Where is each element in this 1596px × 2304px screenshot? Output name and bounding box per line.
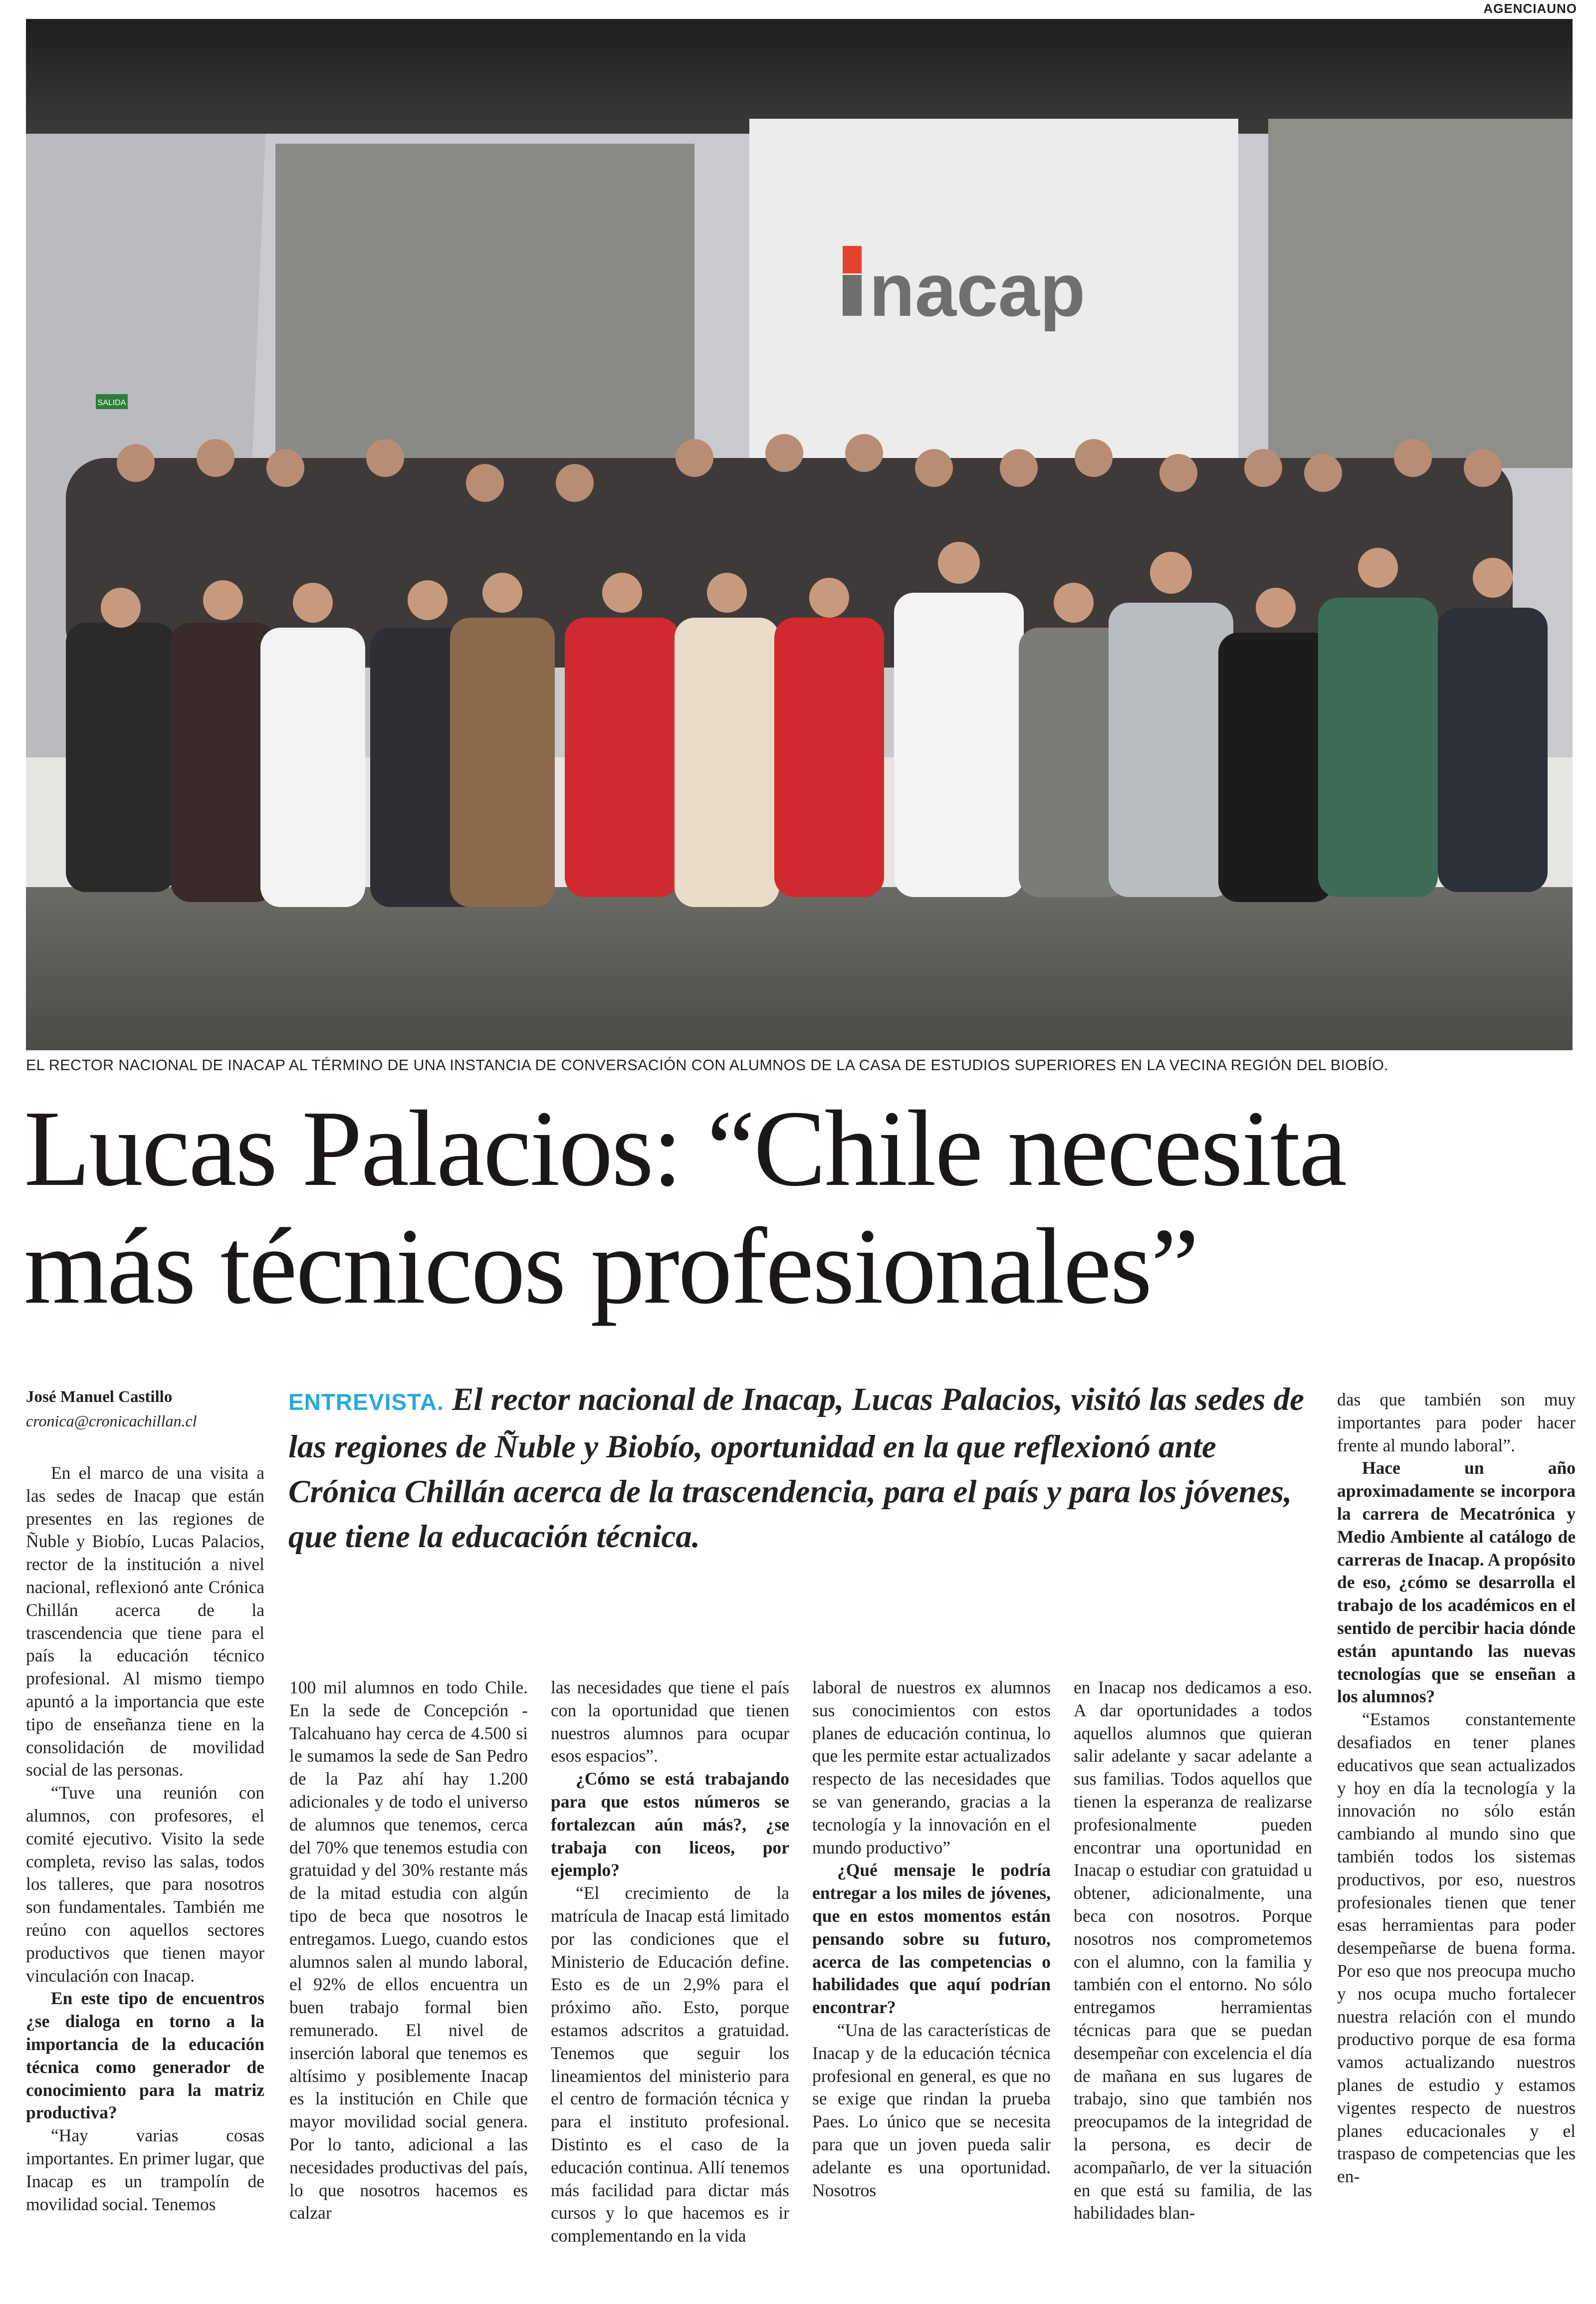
article-paragraph: das que también son muy importantes para poder hacer frente al mundo laboral”.	[1337, 1389, 1576, 1455]
article-column-6	[1337, 1388, 1576, 2291]
headline	[24, 1090, 1581, 1326]
section-tag: ENTREVISTA.	[288, 1389, 444, 1415]
article-column-4	[812, 1676, 1051, 2290]
lead-paragraph	[288, 1377, 1316, 1559]
article-paragraph: “El crecimiento de la matrícula de Inacap está limitado por las condiciones que el Ministerio de Educación define. Esto es de un 2,9% para el próximo año. Esto, porque estamos adscritos a gratuidad. Tenemos que seguir los lineamientos del ministerio para el centro de formación técnica y para el instituto profesional. Distinto es el caso de la educación continua. Allí tenemos más facilidad para dictar más cursos y lo que hacemos es ir complementando en la vida	[551, 1883, 789, 2246]
author-name: José Manuel Castillo	[26, 1388, 173, 1406]
article-paragraph: laboral de nuestros ex alumnos sus conocimientos con estos planes de educación continua, lo que les permite estar actualizados respecto de las necesidades que se van generando, gracias a la tecnología y la innovación en el mundo productivo”	[812, 1677, 1051, 1857]
group-photo	[26, 19, 1573, 1050]
photo-caption: EL RECTOR NACIONAL DE INACAP AL TÉRMINO DE UNA INSTANCIA DE CONVERSACIÓN CON ALUMNOS DE LA CASA DE ESTUDIOS SUPERIORES EN LA VECINA REGIÓN DEL BIOBÍO.	[26, 1057, 1389, 1074]
screen-logo	[843, 246, 1086, 332]
headline-line-2: más técnicos profesionales”	[24, 1206, 1198, 1327]
group-photo-illustration	[26, 19, 1573, 1050]
article-paragraph: “Tuve una reunión con alumnos, con profesores, el comité ejecutivo. Visito la sede completa, reviso las salas, todos los talleres, que para nosotros son fundamentales. También me reúno con aquellos sectores productivos que tienen mayor vinculación con Inacap.	[26, 1783, 264, 1986]
article-paragraph: “Una de las características de Inacap y de la educación técnica profesional en general, es que no se exige que rindan la prueba Paes. Lo único que se necesita para que un joven pueda salir adelante es una oportunidad. Nosotros	[812, 2020, 1051, 2200]
interview-question: Hace un año aproximadamente se incorpora la carrera de Mecatrónica y Medio Ambiente al catálogo de carreras de Inacap. A propósito de eso, ¿cómo se desarrolla el trabajo de los académicos en el sentido de percibir hacia dónde están apuntando las nuevas tecnologías que se enseñan a los alumnos?	[1337, 1458, 1576, 1707]
article-paragraph: en Inacap nos dedicamos a eso. A dar oportunidades a todos aquellos alumnos que quieran salir adelante y sacar adelante a sus familias. Todos aquellos que tienen la esperanza de realizarse profesionalmente pueden encontrar una oportunidad en Inacap o estudiar con gratuidad u obtener, adicionalmente, una beca con nosotros. Porque nosotros nos comprometemos con el alumno, con la familia y también con el entorno. No sólo entregamos herramientas técnicas para que se puedan desempeñar con excelencia el día de mañana en sus lugares de trabajo, sino que también nos preocupamos de la integridad de la persona, es decir de acompañarlo, de ver la situación en que está su familia, de las habilidades blan-	[1074, 1677, 1312, 2223]
article-column-2	[289, 1676, 528, 2290]
interview-question: En este tipo de encuentros ¿se dialoga en torno a la importancia de la educación técnica como generador de conocimiento para la matriz productiva?	[26, 1988, 264, 2123]
article-paragraph: “Hay varias cosas importantes. En primer lugar, que Inacap es un trampolín de movilidad social. Tenemos	[26, 2125, 264, 2214]
article-paragraph: “Estamos constantemente desafiados en tener planes educativos que sean actualizados y hoy en día la tecnología y la innovación no sólo están cambiando al mundo sino que también todos los sistemas productivos, por eso, nuestros profesionales tienen que tener esas herramientas para poder desempeñarse de buena forma. Por eso que nos preocupa mucho y nos ocupa mucho fortalecer nuestra relación con el mundo productivo porque de esa forma vamos actualizando nuestros planes de estudio y estamos vigentes respecto de nuestros planes educacionales y el traspaso de competencias que les en-	[1337, 1709, 1576, 2187]
article-column-5	[1074, 1676, 1312, 2290]
author-email[interactable]: cronica@cronicachillan.cl	[26, 1412, 197, 1430]
article-paragraph: las necesidades que tiene el país con la oportunidad que tienen nuestros alumnos para ocupar esos espacios”.	[551, 1677, 789, 1766]
lead-text: El rector nacional de Inacap, Lucas Palacios, visitó las sedes de las regiones de Ñuble y Biobío, oportunidad en la que reflexionó ante Crónica Chillán acerca de la trascendencia, para el país y para los jóvenes, que tiene la educación técnica.	[288, 1382, 1304, 1555]
article-column-1	[26, 1462, 264, 2290]
photo-credit: AGENCIAUNO	[1483, 1, 1577, 16]
interview-question: ¿Qué mensaje le podría entregar a los miles de jóvenes, que en estos momentos están pensando sobre su futuro, acerca de las competencias o habilidades que aquí podrían encontrar?	[812, 1860, 1051, 2018]
article-paragraph: En el marco de una visita a las sedes de Inacap que están presentes en las regiones de Ñuble y Biobío, Lucas Palacios, rector de la institución a nivel nacional, reflexionó ante Crónica Chillán acerca de la trascendencia que tiene para el país la educación técnico profesional. Al mismo tiempo apuntó a la importancia que este tipo de enseñanza tiene en la consolidación de movilidad social de las personas.	[26, 1463, 264, 1780]
article-column-3	[551, 1676, 789, 2290]
interview-question: ¿Cómo se está trabajando para que estos números se fortalezcan aún más?, ¿se trabaja con liceos, por ejemplo?	[551, 1769, 789, 1880]
headline-line-1: Lucas Palacios: “Chile necesita	[24, 1089, 1346, 1209]
exit-sign: SALIDA	[97, 399, 126, 407]
article-paragraph: 100 mil alumnos en todo Chile. En la sede de Concepción - Talcahuano hay cerca de 4.500 si le sumamos la sede de San Pedro de la Paz ahí hay 1.200 adicionales y de todo el universo de alumnos que tenemos, cerca del 70% que tenemos estudia con gratuidad y del 30% restante más de la mitad estudia con algún tipo de beca que nosotros le entregamos. Luego, cuando estos alumnos salen al mundo laboral, el 92% de ellos encuentra un buen trabajo formal bien remunerado. El nivel de inserción laboral que tenemos es altísimo y posiblemente Inacap es la institución en Chile que mayor movilidad social genera. Por lo tanto, adicional a las necesidades productivas del país, lo que nosotros hacemos es calzar	[289, 1677, 528, 2223]
svg-text:nacap: nacap	[869, 248, 1086, 332]
